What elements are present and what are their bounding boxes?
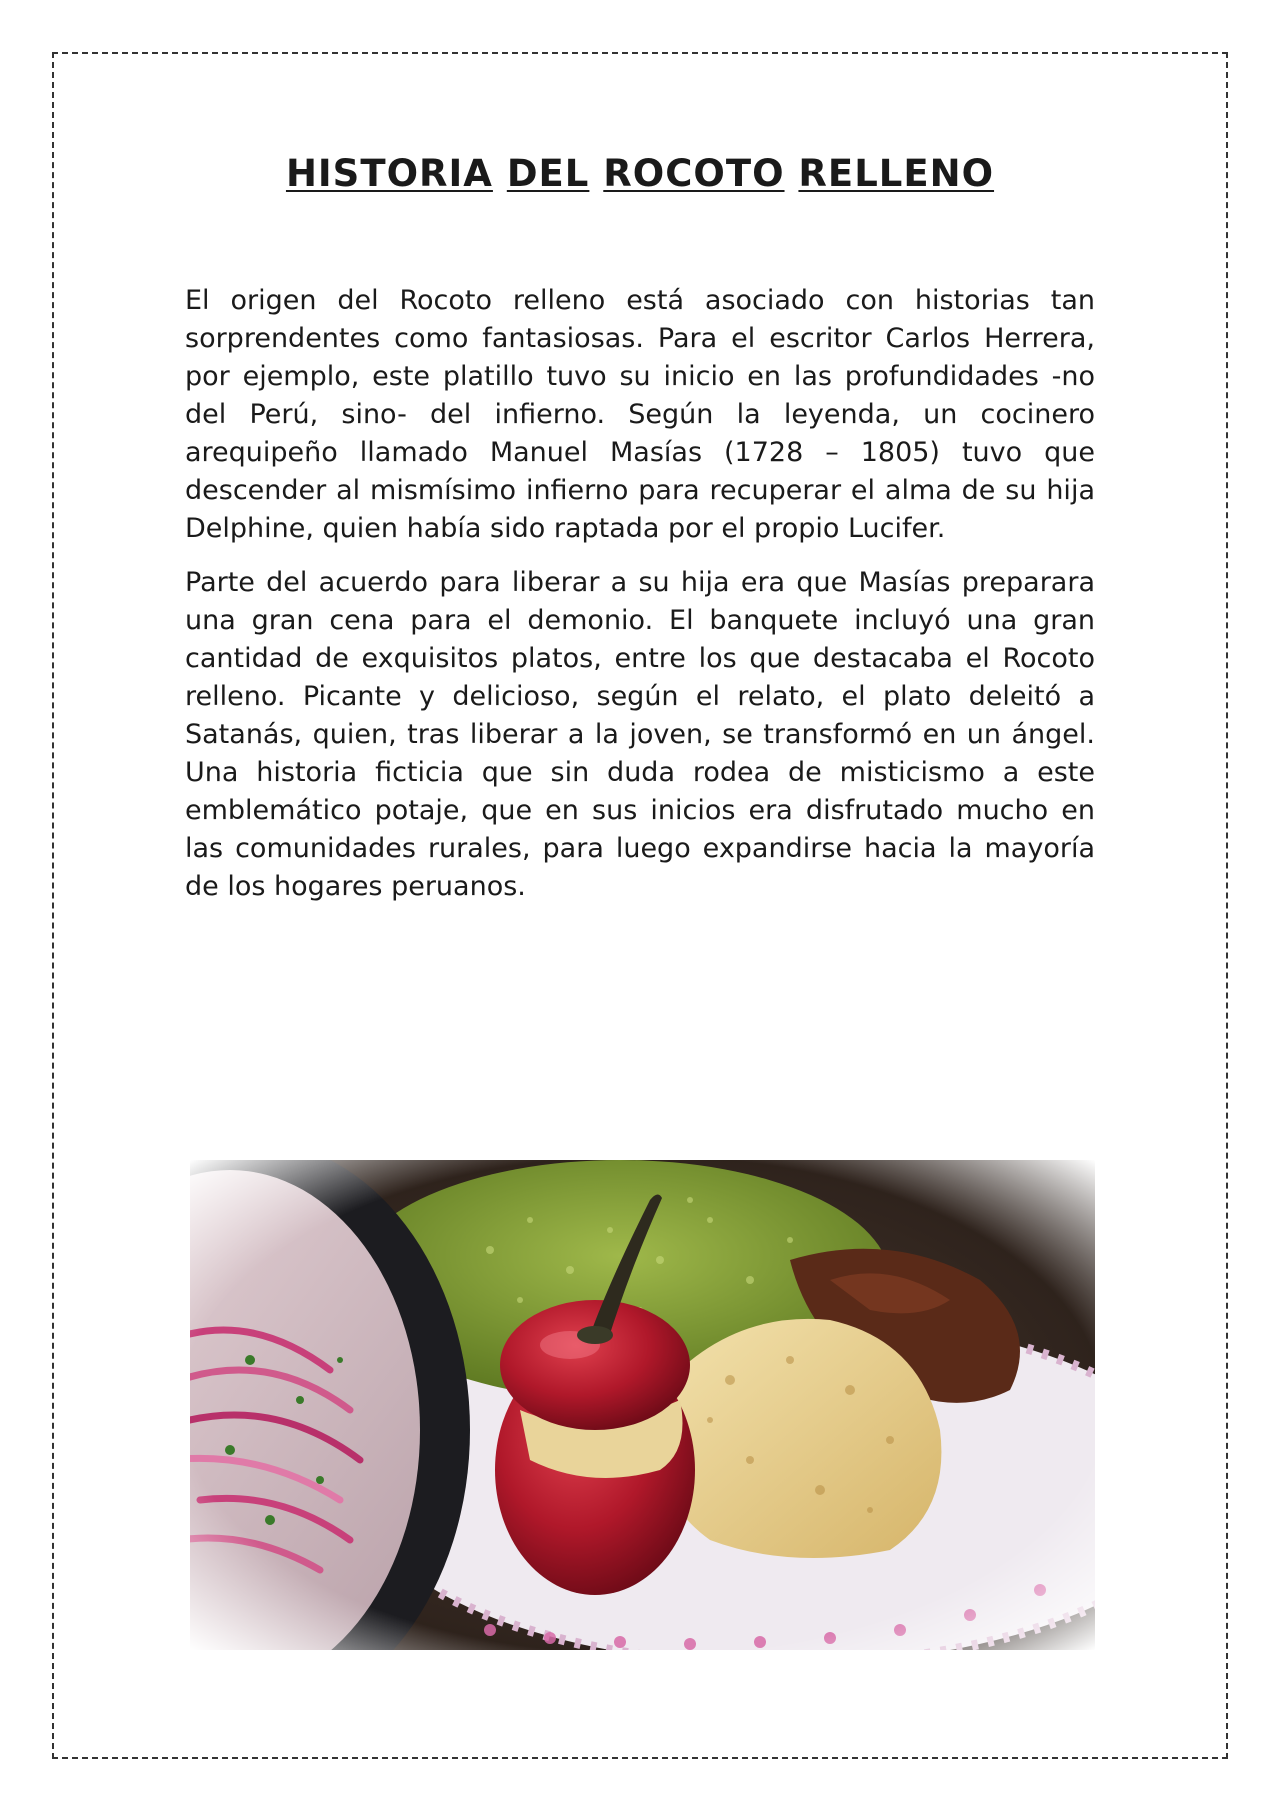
pastel-de-papa <box>656 1319 942 1558</box>
paragraph-1: El origen del Rocoto relleno está asociado con historias tan sorprendentes como fantasiosas. Para el escritor Carlos Herrera, por ejemplo, este platillo tuvo su inicio en las profundidades -no del Perú, sino- del infierno. Según la leyenda, un cocinero arequipeño llamado Manuel Masías (1728 – 1805) tuvo que descender al mismísimo infierno para recuperar el alma de su hija Delphine, quien había sido raptada por el propio Lucifer. <box>185 285 1095 544</box>
document-title <box>0 152 1280 195</box>
document-body <box>185 282 1095 922</box>
rocoto-relleno-photo <box>190 1160 1095 1650</box>
rocoto-stem-base <box>577 1326 613 1344</box>
rocoto-cap <box>500 1300 690 1430</box>
food-illustration <box>190 1160 1095 1650</box>
paragraph-2: Parte del acuerdo para liberar a su hija era que Masías preparara una gran cena para el demonio. El banquete incluyó una gran cantidad de exquisitos platos, entre los que destacaba el Rocoto relleno. Picante y delicioso, según el relato, el plato deleitó a Satanás, quien, tras liberar a la joven, se transformó en un ángel. Una historia ficticia que sin duda rodea de misticismo a este emblemático potaje, que en sus inicios era disfrutado mucho en las comunidades rurales, para luego expandirse hacia la mayoría de los hogares peruanos. <box>185 567 1095 902</box>
title-word: RELLENO <box>798 152 995 195</box>
title-word: DEL <box>506 152 590 195</box>
title-word: ROCOTO <box>603 152 785 195</box>
title-word: HISTORIA <box>285 152 493 195</box>
